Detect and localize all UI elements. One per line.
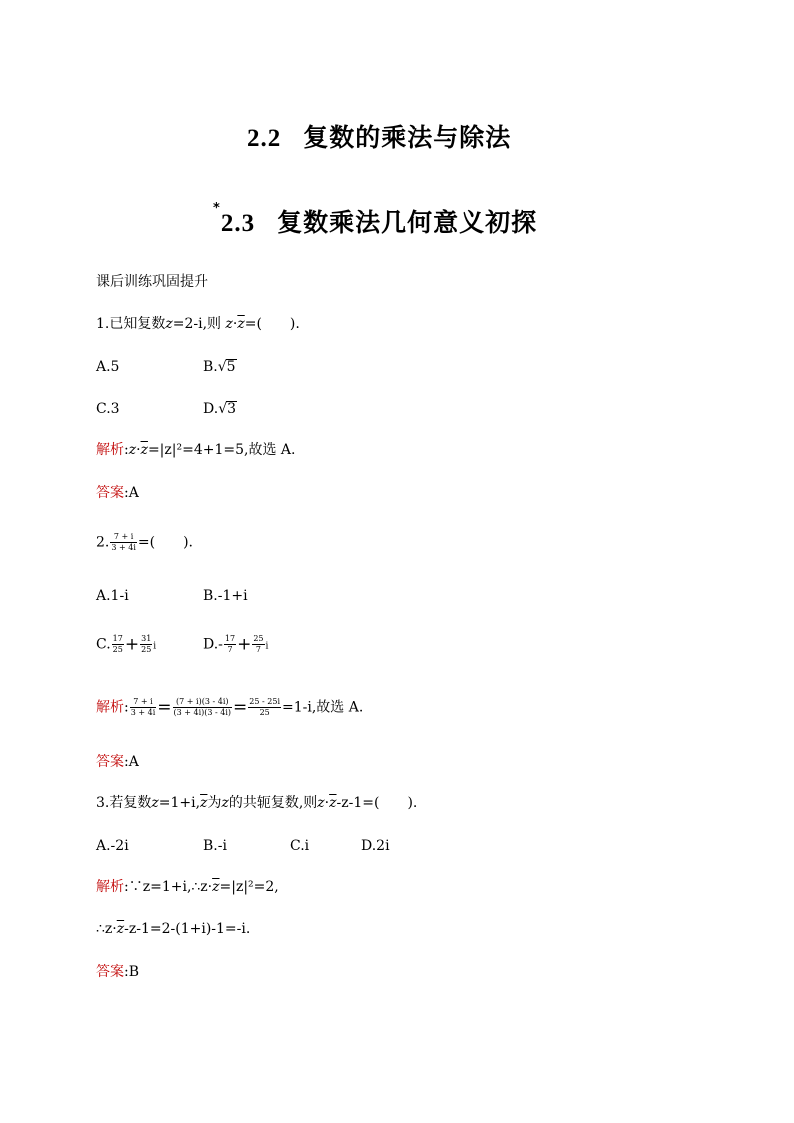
question-3: 3.若复数$z=1+i,\overline{z}$为z的共轭复数,则$z\cdot\overline{z}-z-1=$( ). <box>96 795 418 811</box>
option-label: D. <box>203 401 219 417</box>
answer-label: 答案 <box>96 485 124 501</box>
q3-tail: -z-1=( ). <box>336 795 418 811</box>
fraction: $\frac{17}{7}$ <box>224 634 236 654</box>
fraction: $\frac{(7 + i)(3 - 4i)}{(3 + 4i)(3 - 4i)}$ <box>173 697 232 717</box>
q3-analysis: 解析$:\because z=1+i,\therefore z\cdot\overline{z}=|z|^2=2$, <box>96 879 279 895</box>
q1-answer: 答案:A <box>96 485 139 501</box>
q3-option-b: B.-i <box>203 838 227 854</box>
fraction: $\frac{7 + i}{3 + 4i}$ <box>111 532 136 552</box>
q3-analysis-line2: $\therefore z\cdot\overline{z}-z-1=2-(1+i)-1=-i$. <box>96 921 251 937</box>
section-title-2-3 <box>213 203 537 239</box>
fraction: $\frac{7 + i}{3 + 4i}$ <box>130 697 156 717</box>
option-label: D.- <box>203 636 223 653</box>
analysis-label: 解析 <box>96 442 124 458</box>
analysis-text: ∴z· <box>96 921 117 937</box>
q1-option-c: C.3 <box>96 401 120 417</box>
answer-value: B <box>128 964 140 980</box>
q2-option-c: C. $\frac{17}{25}$ + $\frac{31}{25}$ i <box>96 634 157 655</box>
section-title-text: 复数的乘法与除法 <box>303 123 512 152</box>
analysis-label: 解析 <box>96 879 124 895</box>
q1-analysis: 解析$:z\cdot\overline{z}=|z|^2=4+1=5$,故选 A. <box>96 442 296 458</box>
question-1: 1.已知复数z=2-i,则 $z\cdot\overline{z}=$( ). <box>96 316 300 332</box>
q2-option-b: B.-1+i <box>203 588 248 604</box>
q3-prefix: 3.若复数 <box>96 795 152 811</box>
var-z: z <box>225 316 233 332</box>
var-z-conj: $\overline{z}$ <box>237 316 245 332</box>
q2-option-d: D.- $\frac{17}{7}$ + $\frac{25}{7}$ i <box>203 634 269 655</box>
q1-tail: =( ). <box>244 316 300 332</box>
answer-value: A <box>128 485 139 501</box>
fraction: $\frac{17}{25}$ <box>112 634 123 654</box>
analysis-label: 解析 <box>96 699 124 716</box>
q1-option-a: A.5 <box>96 359 120 375</box>
q1-option-d: D.√3 <box>203 401 237 417</box>
analysis-text: =1-i,故选 A. <box>282 699 364 716</box>
optional-star: * <box>213 201 221 216</box>
section-number: 2.2 <box>247 125 282 152</box>
q3-answer: 答案:B <box>96 964 140 980</box>
q3-option-a: A.-2i <box>96 838 129 854</box>
section-title-2-2 <box>247 118 511 154</box>
analysis-text: =|z|²=2, <box>219 879 279 895</box>
q3-option-d: D.2i <box>361 838 390 854</box>
analysis-text: :∵z=1+i,∴z· <box>124 879 213 895</box>
q2-analysis: 解析: $\frac{7 + i}{3 + 4i}$ = $\frac{(7 + i)(3 - 4i)}{(3 + 4i)(3 - 4i)}$ = $\frac{25 - 25i}{25}$ =1-i,故选 A. <box>96 697 364 718</box>
q1-z-value: =2-i,则 <box>172 316 222 332</box>
q2-option-a: A.1-i <box>96 588 129 604</box>
fraction: $\frac{31}{25}$ <box>141 634 152 654</box>
sqrt-value: 5 <box>226 359 236 375</box>
answer-label: 答案 <box>96 964 124 980</box>
section-title-text: 复数乘法几何意义初探 <box>277 208 538 237</box>
q3-option-c: C.i <box>290 838 310 854</box>
fraction: $\frac{25 - 25i}{25}$ <box>249 697 281 717</box>
analysis-text: =|z|²=4+1=5,故选 A. <box>147 442 296 458</box>
answer-label: 答案 <box>96 754 124 770</box>
answer-value: A <box>128 754 139 770</box>
q1-option-b: B.√5 <box>203 359 236 375</box>
sqrt-value: 3 <box>227 401 237 417</box>
q3-z-value: =1+i, <box>158 795 201 811</box>
q2-prefix: 2. <box>96 534 110 551</box>
q3-mid: 为 <box>207 795 222 811</box>
q2-tail: =( ). <box>137 534 193 551</box>
section-number: 2.3 <box>220 210 256 237</box>
q1-prefix: 1.已知复数 <box>96 316 166 332</box>
question-2 <box>96 532 193 553</box>
q2-answer: 答案:A <box>96 754 139 770</box>
analysis-text: -z-1=2-(1+i)-1=-i. <box>124 921 251 937</box>
q3-mid2: 的共轭复数,则 <box>228 795 318 811</box>
fraction: $\frac{25}{7}$ <box>253 634 264 654</box>
var-z: z <box>165 316 173 332</box>
option-label: C. <box>96 636 111 653</box>
option-label: B. <box>203 359 218 375</box>
subtitle: 课后训练巩固提升 <box>96 274 208 290</box>
